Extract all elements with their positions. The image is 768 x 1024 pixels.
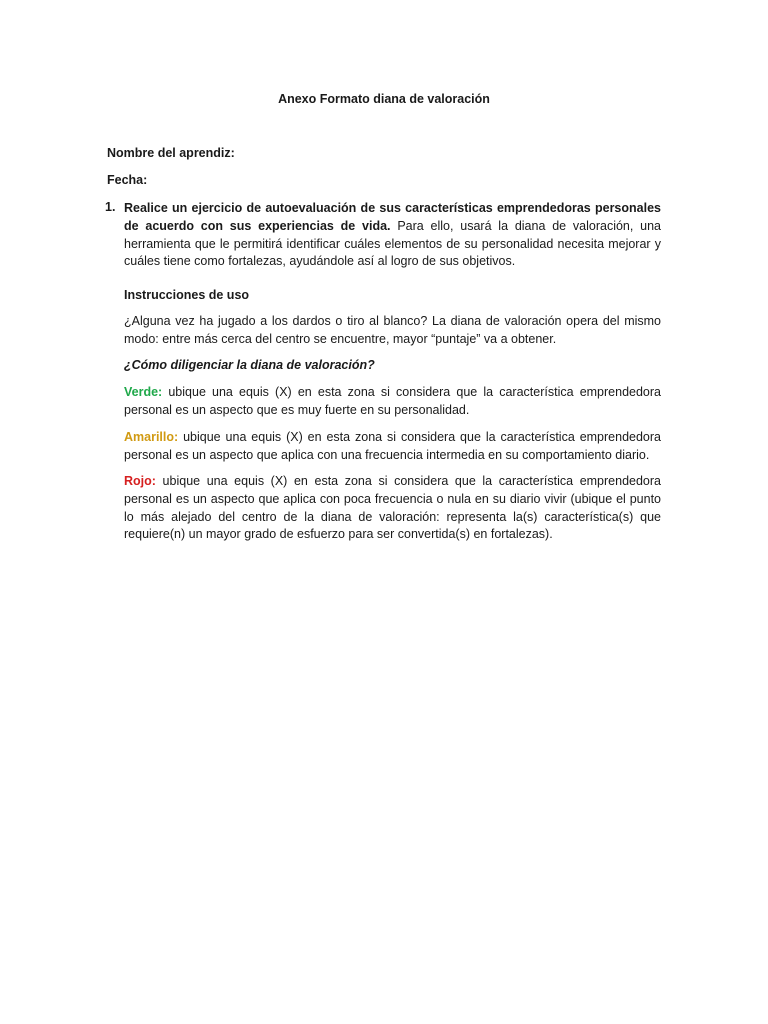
howto-heading: ¿Cómo diligenciar la diana de valoración? [124, 358, 375, 372]
zone-amarillo-text: ubique una equis (X) en esta zona si considera que la característica emprendedora personal es un aspecto que aplica con una frecuencia intermedia en su comportamiento diario. [124, 430, 661, 462]
zone-verde-label: Verde: [124, 385, 163, 399]
list-item-1 [105, 200, 661, 271]
zone-verde-paragraph [124, 384, 661, 420]
document-title: Anexo Formato diana de valoración [278, 92, 490, 106]
zone-rojo-text: ubique una equis (X) en esta zona si considera que la característica emprendedora personal es un aspecto que aplica con poca frecuencia o nula en su diario vivir (ubique el punto lo más alejado del centro de la diana de valoración: representa la(s) característica(s) que requiere(n) un mayor grado de esfuerzo para ser convertida(s) en fortalezas). [124, 474, 661, 542]
zone-rojo-paragraph [124, 473, 661, 544]
zone-verde-text: ubique una equis (X) en esta zona si considera que la característica emprendedora personal es un aspecto que es muy fuerte en su personalidad. [124, 385, 661, 417]
zone-amarillo-paragraph [124, 429, 661, 465]
name-field-label: Nombre del aprendiz: [107, 146, 235, 160]
date-field-label: Fecha: [107, 173, 148, 187]
list-item-body [124, 200, 661, 271]
item-normal-text: Para ello, usará la diana de valoración, una herramienta que le permitirá identificar cuáles elementos de su personalidad necesita mejorar y cuáles tiene como fortalezas, ayudándole así al logro de sus objetivos. [124, 218, 661, 269]
item-bold-text: Realice un ejercicio de autoevaluación de sus características emprendedoras personales de acuerdo con sus experiencias de vida. [124, 201, 661, 233]
list-item-number: 1. [105, 200, 116, 214]
zone-rojo-label: Rojo: [124, 474, 156, 488]
instructions-heading: Instrucciones de uso [124, 288, 250, 302]
zone-amarillo-label: Amarillo: [124, 430, 179, 444]
instructions-text: ¿Alguna vez ha jugado a los dardos o tiro al blanco? La diana de valoración opera del mismo modo: entre más cerca del centro se encuentre, mayor “puntaje” va a obtener. [124, 314, 661, 346]
